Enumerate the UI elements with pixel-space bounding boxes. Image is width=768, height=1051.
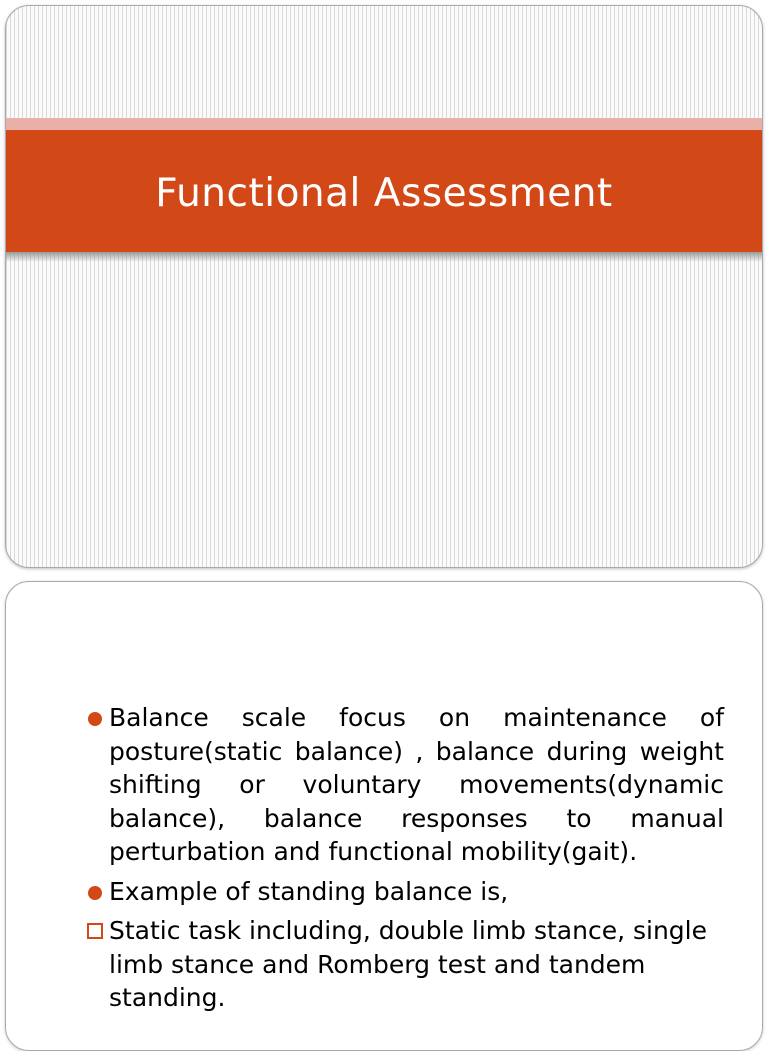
filled-circle-bullet-icon [88,712,102,726]
content-slide [5,581,763,1051]
bullet-item-balance-scale [109,701,724,869]
title-band-shadow [6,252,762,262]
bullet-item-static-task [109,914,724,1015]
bullet-list [109,701,724,1021]
title-band-highlight [6,118,762,130]
filled-circle-bullet-icon [88,886,102,900]
bullet-text: Example of standing balance is, [109,876,509,906]
title-band [6,130,762,252]
title-slide [5,5,763,568]
bullet-text: Balance scale focus on maintenance of posture(static balance) , balance during weight shifting or voluntary movements(dynamic balance), balance responses to manual perturbation and functional mobility(gait). [109,703,724,866]
bullet-item-example [109,875,724,909]
slide-title: Functional Assessment [155,170,613,216]
bullet-text: Static task including, double limb stance, single limb stance and Romberg test and tandem standing. [109,916,707,1012]
hollow-square-bullet-icon [87,923,103,939]
